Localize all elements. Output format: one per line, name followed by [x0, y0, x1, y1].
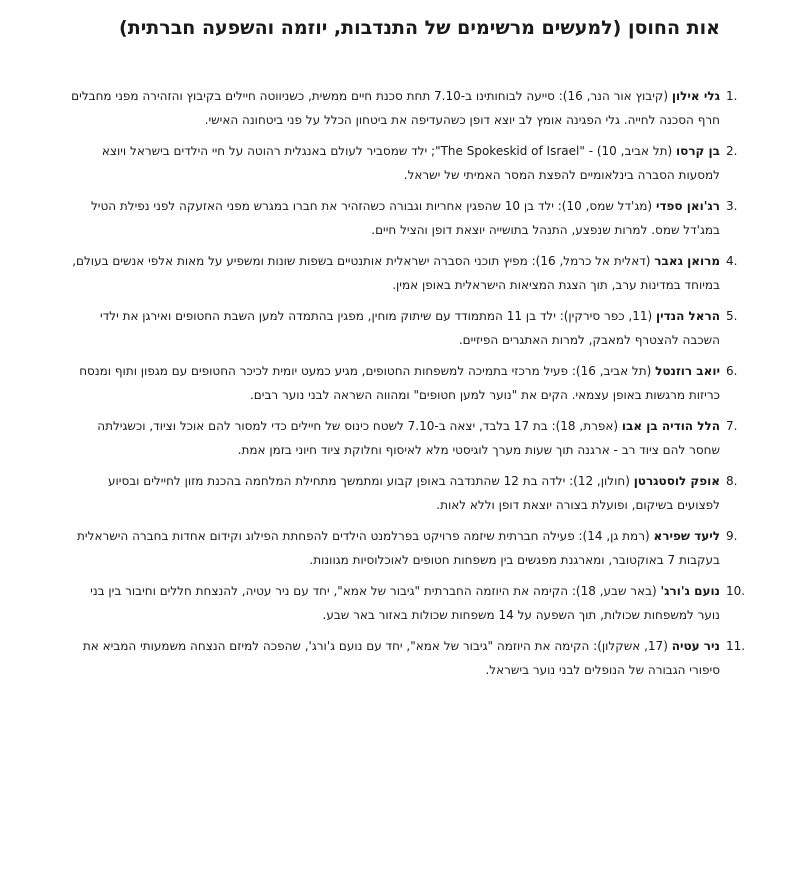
recipient-name: בן קרסו	[676, 144, 720, 158]
list-item	[66, 524, 738, 572]
recipient-description: (תל אביב, 16): פעיל מרכזי בתמיכה למשפחות החטופים, מגיע כמעט יומית לכיכר החטופים עם מגפון ותוף ומנסח כריזות מרגשות באופן עצמאי. הקים את "נוער למען חטופים" ומהווה השראה לבני נוער רבים.	[79, 364, 720, 402]
recipient-name: נועם ג'ורג'	[660, 584, 720, 598]
recipient-description: (רמת גן, 14): פעילה חברתית שיזמה פרויקט בפרלמנט הילדים להפחתת הפילוג וקידום אחדות בחברה הישראלית בעקבות 7 באוקטובר, ומארגנת מפגשים בין משפחות חטופים לאוכלוסיות מגוונות.	[77, 529, 720, 567]
recipient-name: הראל הנדין	[655, 309, 720, 323]
list-item	[66, 414, 738, 462]
list-item-number: 3.	[726, 199, 738, 213]
list-item	[66, 194, 738, 242]
recipient-description: (דאלית אל כרמל, 16): מפיץ תוכני הסברה ישראלית אותנטיים בשפות שונות ומשפיע על מאות אלפי אנשים בעולם, במיוחד במדינות ערב, תוך הצגת המציאות הישראלית באופן אמין.	[72, 254, 720, 292]
recipient-description: (חולון, 12): ילדה בת 12 שהתנדבה באופן קבוע ומתמשך מתחילת המלחמה בהכנת מזון לחיילים ובסיוע לפצועים בשיקום, ופועלת בצורה יוצאת דופן וללא לאות.	[107, 474, 720, 512]
list-item	[66, 84, 738, 132]
recipient-name: אופק לוסטגרטן	[633, 474, 720, 488]
recipient-description: (תל אביב, 10) - "The Spokeskid of Israel"; ילד שמסביר לעולם באנגלית רהוטה על חיי הילדים בישראל ויוצא למסעות הסברה בינלאומיים להפצת המסר האמיתי של ישראל.	[101, 144, 720, 182]
list-item-number: 6.	[726, 364, 738, 378]
recipient-name: רג'ואן ספדי	[655, 199, 720, 213]
recipient-name: הלל הודיה בן אבו	[621, 419, 720, 433]
award-recipients-list	[66, 84, 746, 682]
list-item-number: 10.	[726, 584, 746, 598]
list-item-number: 5.	[726, 309, 738, 323]
list-item	[66, 139, 738, 187]
recipient-name: ניר עטיה	[671, 639, 720, 653]
list-item-number: 2.	[726, 144, 738, 158]
list-item	[66, 634, 746, 682]
recipient-description: (מג'דל שמס, 10): ילד בן 10 שהפגין אחריות וגבורה כשהזהיר את חברו במגרש מפני האזעקה לפני נפילת הטיל במג'דל שמס. למרות שנפצע, התנהל בתושייה יוצאת דופן והציל חיים.	[90, 199, 720, 237]
list-item	[66, 579, 746, 627]
list-item-number: 7.	[726, 419, 738, 433]
list-item	[66, 304, 738, 352]
recipient-description: (אפרת, 18): בת 17 בלבד, יצאה ב-7.10 לשטח כינוס של חיילים כדי למסור להם אוכל וציוד, וכשגילתה שחסר להם ציוד רב - ארגנה תוך שעות מערך לוגיסטי מלא לאיסוף וחלוקת ציוד חיוני בזמן אמת.	[97, 419, 720, 457]
recipient-name: גלי אילון	[671, 89, 720, 103]
document-title: אות החוסן (למעשים מרשימים של התנדבות, יוזמה והשפעה חברתית)	[119, 17, 720, 39]
list-item-number: 11.	[726, 639, 746, 653]
recipient-name: ליעד שפירא	[653, 529, 720, 543]
list-item-number: 1.	[726, 89, 738, 103]
list-item-number: 9.	[726, 529, 738, 543]
recipient-name: מרואן גאבר	[654, 254, 720, 268]
list-item	[66, 359, 738, 407]
recipient-description: (קיבוץ אור הנר, 16): סייעה לבוחותינו ב-7.10 תחת סכנת חיים ממשית, כשניווטה חיילים בקיבוץ והזהירה מפני מחבלים חרף הסכנה לחייה. גלי הפגינה אומץ לב יוצא דופן כשהעדיפה את ביטחון הכלל על פני ביטחונה האישי.	[71, 89, 720, 127]
recipient-description: (באר שבע, 18): הקימה את היוזמה החברתית "גיבור של אמא", יחד עם ניר עטיה, להנצחת חללים וחיבור בין בני נוער למשפחות שכולות, תוך השפעה על 14 משפחות שכולות באזור באר שבע.	[90, 584, 720, 622]
list-item-number: 8.	[726, 474, 738, 488]
list-item-number: 4.	[726, 254, 738, 268]
recipient-description: (17, אשקלון): הקימה את היוזמה "גיבור של אמא", יחד עם נועם ג'ורג', שהפכה למיזם הנצחה משמעותי המביא את סיפורי הגבורה של הנופלים לבני נוער בישראל.	[82, 639, 720, 677]
recipient-name: יואב רוזנטל	[655, 364, 720, 378]
list-item	[66, 249, 738, 297]
recipient-description: (11, כפר סירקין): ילד בן 11 המתמודד עם שיתוק מוחין, מפגין בהתמדה למען השבת החטופים ואירגן את ילדי השכבה להצטרף למאבק, למרות האתגרים הפיזיים.	[100, 309, 720, 347]
list-item	[66, 469, 738, 517]
